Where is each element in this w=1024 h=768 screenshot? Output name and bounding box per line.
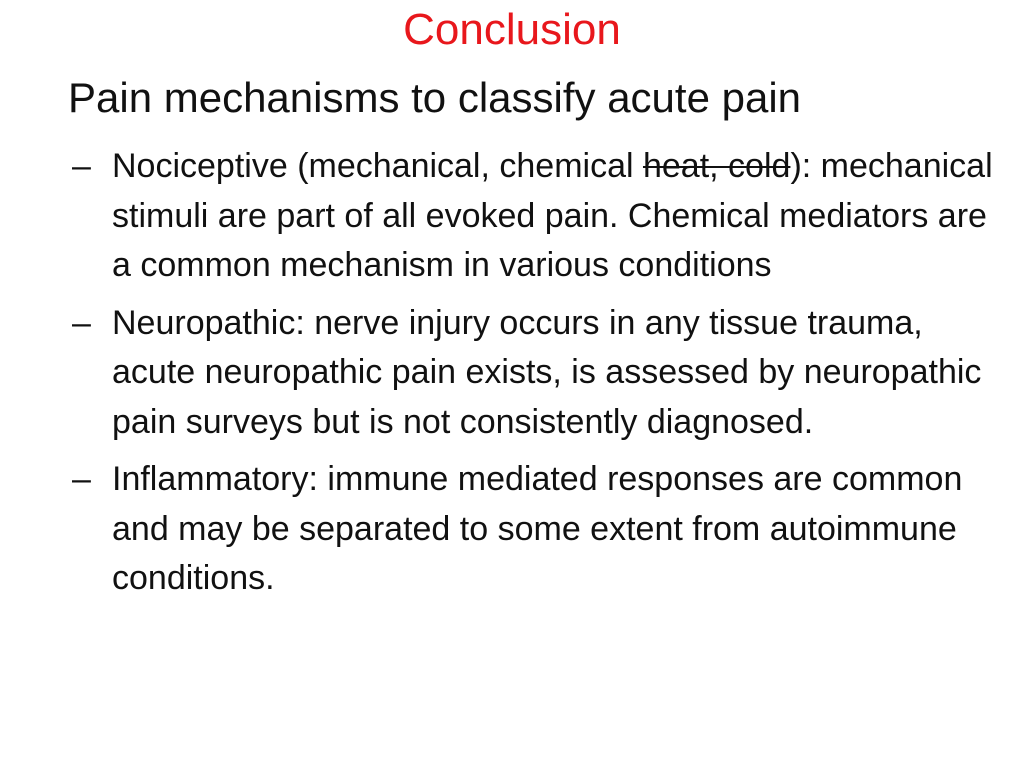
bullet-text: Inflammatory: immune mediated responses are common and may be separated to some extent from autoimmune conditions. [112, 460, 963, 597]
struck-text: heat, cold [642, 147, 791, 185]
bullet-item-inflammatory [72, 455, 1002, 604]
bullet-list [72, 142, 1002, 612]
bullet-item-neuropathic [72, 299, 1002, 448]
bullet-item-nociceptive [72, 142, 1002, 291]
bullet-text-suffix: ): mechanical stimuli are part of all evoked pain. Chemical mediators are a common mechanism in various conditions [112, 147, 993, 284]
bullet-text-prefix: Nociceptive (mechanical, chemical [112, 147, 643, 185]
bullet-text: Neuropathic: nerve injury occurs in any tissue trauma, acute neuropathic pain exists, is assessed by neuropathic pain surveys but is not consistently diagnosed. [112, 303, 982, 441]
bullet-dash: – [72, 460, 91, 498]
bullet-text [112, 142, 1002, 291]
slide-subtitle: Pain mechanisms to classify acute pain [68, 74, 802, 121]
bullet-dash: – [72, 147, 91, 185]
bullet-dash: – [72, 303, 91, 342]
slide-title: Conclusion [403, 5, 621, 54]
